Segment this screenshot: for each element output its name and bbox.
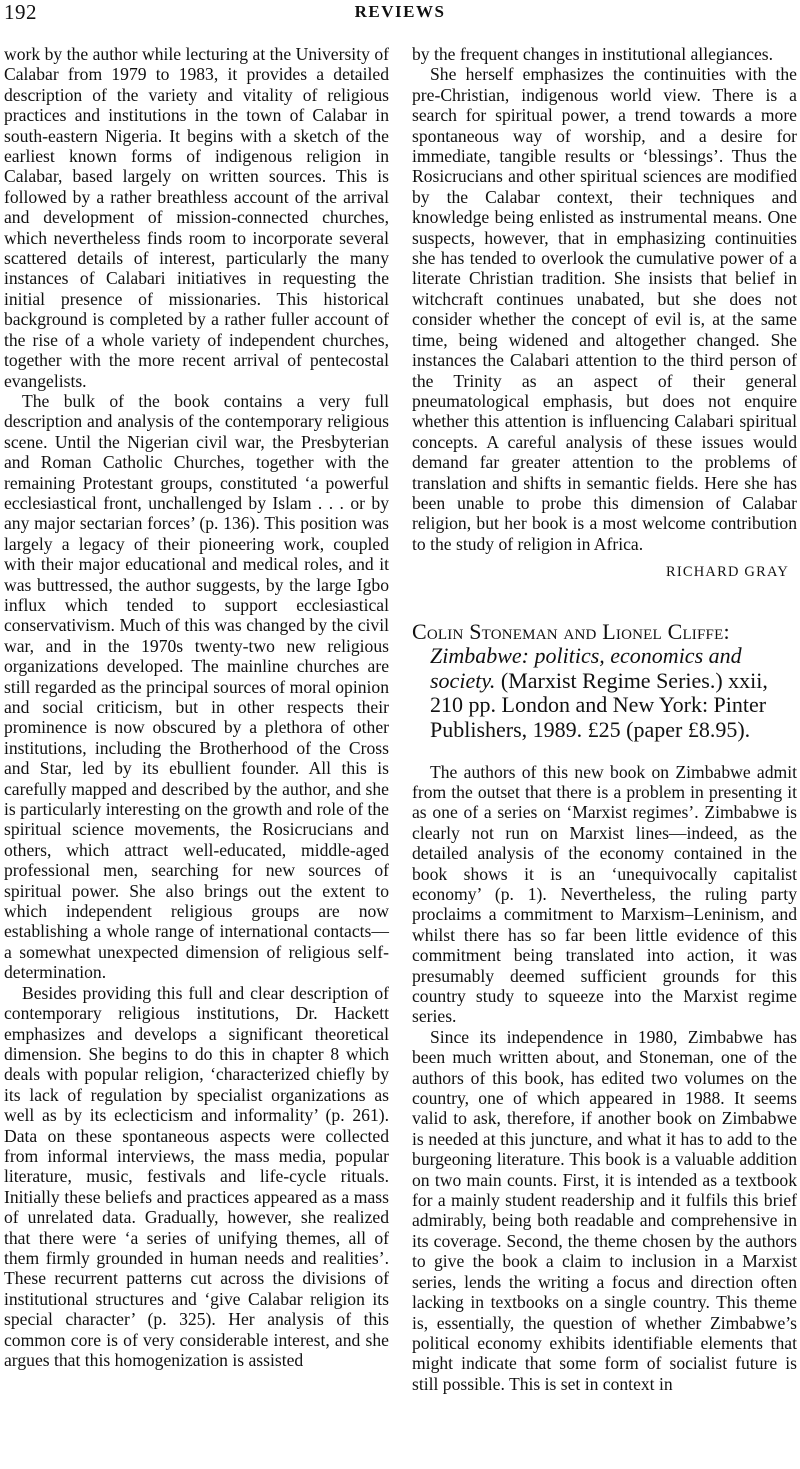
review-body — [412, 762, 797, 1395]
review-book-title: Zimbabwe: politics, economics and society. — [430, 643, 742, 693]
page-number: 192 — [4, 0, 37, 24]
reviewer-signature: RICHARD GRAY — [665, 564, 789, 581]
page-header — [0, 0, 800, 28]
review-heading — [412, 620, 797, 743]
paragraph: Since its independence in 1980, Zimbabwe has been much written about, and Stoneman, one of the authors of this book, has edited two volumes on the country, one of which appeared in 1988. It seems valid to ask, therefore, if another book on Zimbabwe is needed at this juncture, and what it has to add to the burgeoning literature. This book is a valuable addition on two main counts. First, it is intended as a textbook for a mainly student readership and it fulfils this brief admirably, being both readable and comprehensive in its coverage. Second, the theme chosen by the authors to give the book a claim to inclusion in a Marxist series, lends the writing a focus and direction often lacking in textbooks on a single country. This theme is, essentially, the question of whether Zimbabwe’s political economy exhibits identifiable elements that might indicate that some form of socialist future is still possible. This is set in context in — [412, 1026, 797, 1394]
review-book-details: (Marxist Regime Series.) xxii, 210 pp. London and New York: Pinter Publishers, 1989. £25 (paper £8.95). — [430, 667, 768, 742]
paragraph: by the frequent changes in institutional allegiances. — [412, 44, 774, 64]
paragraph: She herself emphasizes the continuities with the pre-Christian, indigenous world view. There is a search for spiritual power, a trend towards a more spontaneous way of worship, and a desire for immediate, tangible results or ‘blessings’. Thus the Rosicrucians and other spiritual sciences are modified by the Calabar context, their techniques and knowledge being enlisted as instrumental means. One suspects, however, that in emphasizing continuities she has tended to overlook the cumulative power of a literate Christian tradition. She insists that belief in witchcraft continues unabated, but she does not consider whether the concept of evil is, at the same time, being widened and altogether changed. She instances the Calabari attention to the third person of the Trinity as an aspect of their general pneumatological emphasis, but does not enquire whether this attention is influencing Calabari spiritual concepts. A careful analysis of these issues would demand far greater attention to the problems of translation and shifts in semantic fields. Here she has been unable to probe this dimension of Calabar religion, but her book is a most welcome contribution to the study of religion in Africa. — [412, 64, 797, 554]
paragraph: Besides providing this full and clear description of contemporary religious institutions, Dr. Hackett emphasizes and develops a significant theoretical dimension. She begins to do this in chapter 8 which deals with popular religion, ‘characterized chiefly by its lack of regulation by specialist organizations as well as by its eclecticism and informality’ (p. 261). Data on these spontaneous aspects were collected from informal interviews, the mass media, popular literature, music, festivals and life-cycle rituals. Initially these beliefs and practices appeared as a mass of unrelated data. Gradually, however, she realized that there were ‘a series of unifying themes, all of them firmly grounded in human needs and realities’. These recurrent patterns cut across the divisions of institutional structures and ‘give Calabar religion its special character’ (p. 325). Her analysis of this common core is of very considerable interest, and she argues that this homogenization is assisted — [4, 982, 389, 1370]
running-head: REVIEWS — [354, 2, 446, 21]
paragraph: The authors of this new book on Zimbabwe admit from the outset that there is a problem in presenting it as one of a series on ‘Marxist regimes’. Zimbabwe is clearly not run on Marxist lines—indeed, as the detailed analysis of the economy contained in the book shows it is an ‘unequivocally capitalist economy’ (p. 1). Nevertheless, the ruling party proclaims a commitment to Marxism–Leninism, and whilst there has so far been little evidence of this commitment being translated into action, it was presumably deemed sufficient grounds for this country study to squeeze into the Marxist regime series. — [412, 761, 797, 1027]
paragraph: work by the author while lecturing at the University of Calabar from 1979 to 1983, it provides a detailed description of the variety and vitality of religious practices and institutions in the town of Calabar in south-eastern Nigeria. It begins with a sketch of the earliest known forms of indigenous religion in Calabar, based largely on written sources. This is followed by a rather breathless account of the arrival and development of mission-connected churches, which nevertheless finds room to incorporate several scattered details of interest, particularly the many instances of Calabari initiatives in requesting the initial presence of missionaries. This historical background is completed by a rather fuller account of the rise of a whole variety of independent churches, together with the more recent arrival of pentecostal evangelists. — [4, 44, 389, 391]
review-authors: Colin Stoneman and Lionel Cliffe: — [412, 618, 730, 644]
right-column — [412, 44, 797, 1394]
left-column — [4, 44, 389, 1370]
paragraph: The bulk of the book contains a very full description and analysis of the contemporary religious scene. Until the Nigerian civil war, the Presbyterian and Roman Catholic Churches, together with the remaining Protestant groups, constituted ‘a powerful ecclesiastical front, unchallenged by Islam . . . or by any major sectarian forces’ (p. 136). This position was largely a legacy of their pioneering work, coupled with their major educational and medical roles, and it was buttressed, the author suggests, by the large Igbo influx which tended to support ecclesiastical conservativism. Much of this was changed by the civil war, and in the 1970s twenty-two new religious organizations developed. The mainline churches are still regarded as the principal sources of moral opinion and social criticism, but in other respects their prominence is now obscured by a plethora of other institutions, including the Brotherhood of the Cross and Star, led by its ebullient founder. All this is carefully mapped and described by the author, and she is particularly interesting on the growth and role of the spiritual science movements, the Rosicrucians and others, which attract well-educated, middle-aged professional men, searching for new sources of spiritual power. She also brings out the extent to which independent religious groups are now establishing a whole range of international contacts—a somewhat unexpected dimension of religious self-determination. — [4, 390, 389, 983]
